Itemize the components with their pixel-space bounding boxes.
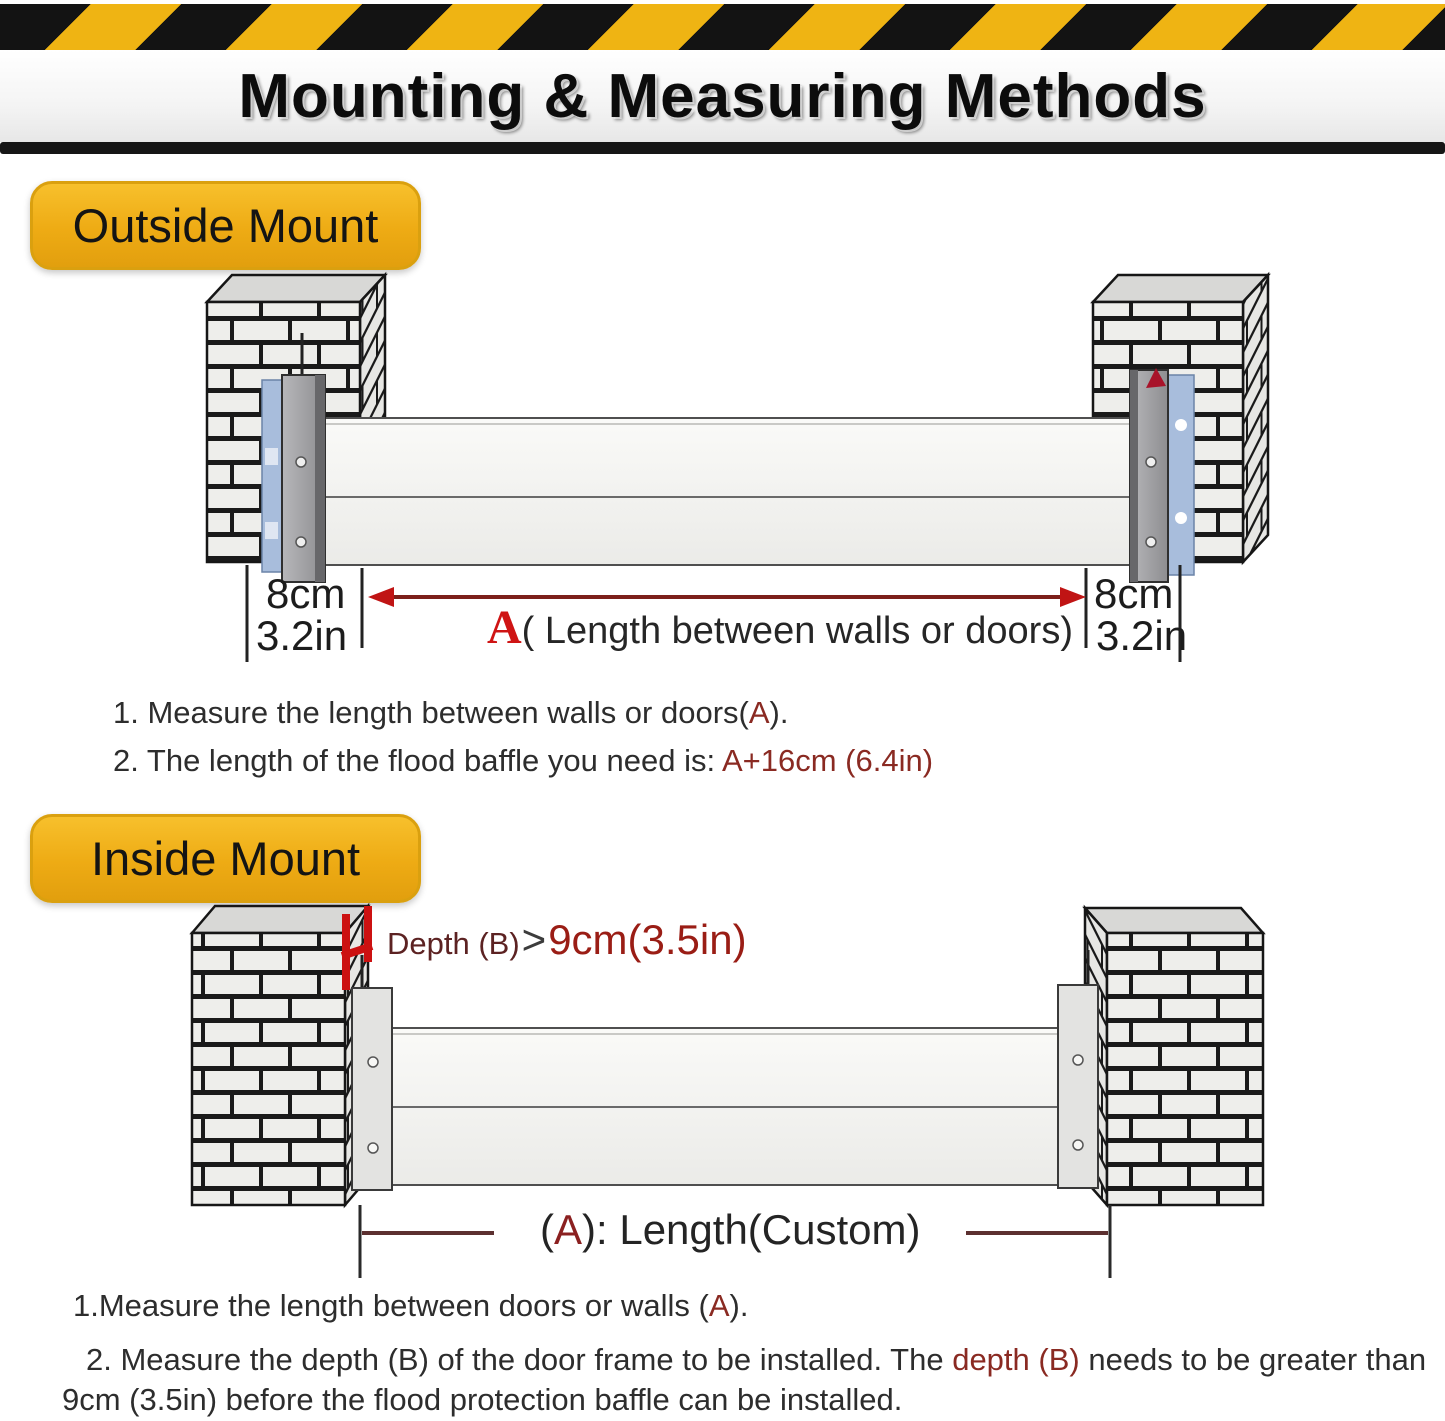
flood-barrier-panels [322, 418, 1136, 565]
inside-mount-heading [30, 814, 421, 903]
title-band [0, 50, 1445, 142]
left-dim-cm: 8cm [266, 570, 346, 617]
inside-note-2: 2. Measure the depth (B) of the door frame to be installed. The depth (B) needs to be greater than 9cm (3.5in) before the flood protection baffle can be installed. [62, 1342, 1427, 1417]
right-mounting-channel-2 [1058, 950, 1098, 1188]
span-length-label [487, 600, 1073, 655]
span-length-a: A [487, 601, 522, 654]
span-length-text: ( Length between walls or doors) [521, 610, 1073, 652]
depth-label: Depth (B) > 9cm(3.5in) [387, 916, 747, 963]
banner-divider [0, 142, 1445, 154]
right-brick-pillar-2 [1085, 908, 1263, 1205]
page-title: Mounting & Measuring Methods [238, 61, 1207, 131]
outside-mount-label: Outside Mount [72, 199, 379, 252]
outside-note-1: 1. Measure the length between walls or doors(A). [113, 695, 789, 730]
left-sealing-strip [262, 380, 282, 572]
outside-note-2: 2. The length of the flood baffle you need is: A+16cm (6.4in) [113, 743, 934, 778]
right-dim-inch: 3.2in [1096, 612, 1188, 659]
right-dim-cm: 8cm [1094, 570, 1174, 617]
inside-note-1: 1.Measure the length between doors or walls (A). [73, 1288, 749, 1323]
flood-barrier-panels-2 [392, 1028, 1058, 1185]
length-custom-label: (A): Length(Custom) [540, 1206, 921, 1253]
right-sealing-strip [1168, 375, 1194, 575]
outside-mount-heading [30, 181, 421, 270]
left-brick-pillar-2 [192, 906, 368, 1205]
left-mounting-channel-2 [352, 955, 392, 1190]
hazard-stripe-banner [0, 4, 1445, 50]
left-dim-inch: 3.2in [256, 612, 348, 659]
right-mounting-channel [1130, 368, 1168, 582]
inside-mount-label: Inside Mount [90, 832, 361, 885]
